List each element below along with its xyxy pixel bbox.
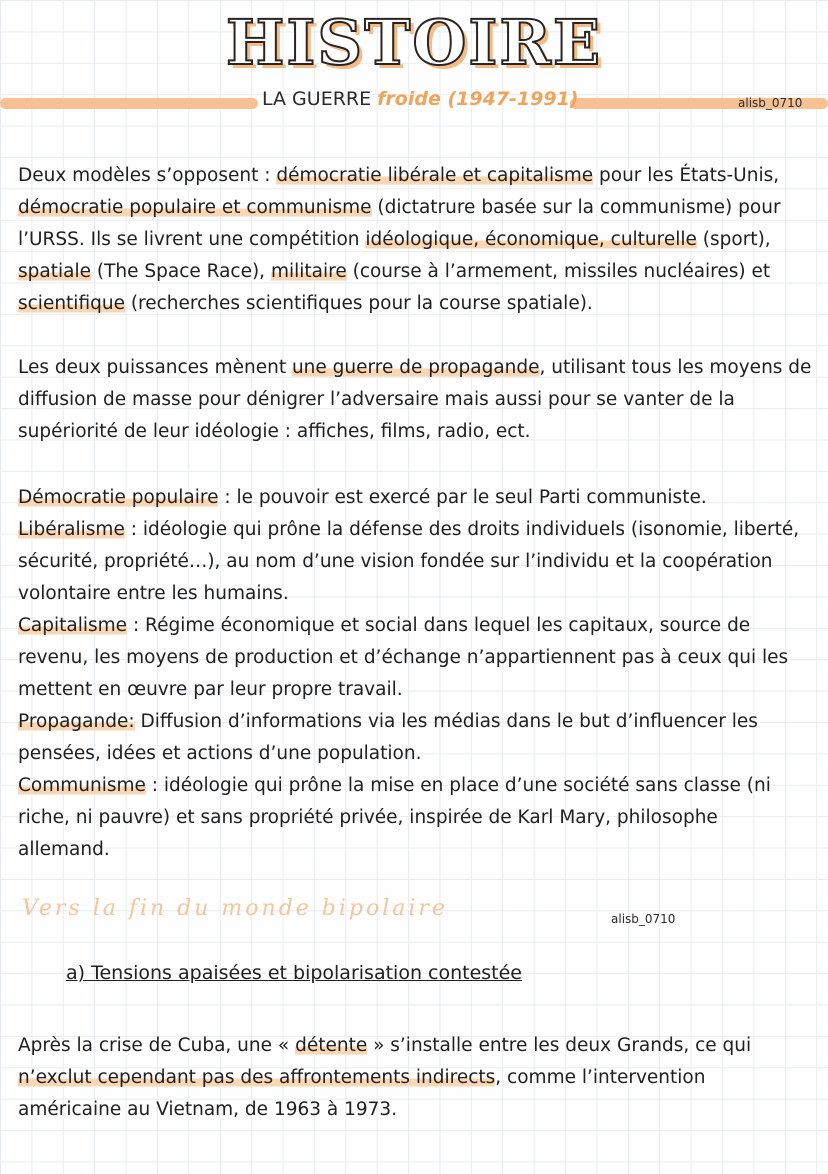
definitions-list <box>18 482 814 866</box>
definition-item <box>18 514 814 610</box>
subtitle-accent: froide <box>377 88 441 110</box>
text-segment: pour les États-Unis, <box>593 165 780 186</box>
subtitle-dates: (1947-1991) <box>440 88 579 110</box>
definition-text: : idéologie qui prône la mise en place d’une société sans classe (ni riche, ni pauvre) et sans propriété privée, inspirée de Karl Mary, philosophe allemand. <box>18 775 771 860</box>
highlight: spatiale <box>18 261 91 282</box>
subtitle <box>262 88 579 110</box>
text-segment: (The Space Race), <box>90 261 271 282</box>
definition-term: Capitalisme <box>18 615 128 636</box>
text-segment: , utilisant tous les moyens de diffusion de masse pour dénigrer l’adversaire mais aussi pour se vanter de la supériorité de leur idéologie : affiches, films, radio, ect. <box>18 357 812 442</box>
subtitle-prefix: LA GUERRE <box>262 88 378 110</box>
section-title: Vers la fin du monde bipolaire <box>22 896 448 921</box>
definition-item <box>18 610 814 706</box>
definition-item <box>18 770 814 866</box>
page-title: HISTOIRE <box>225 6 603 79</box>
highlight: démocratie libérale et capitalisme <box>276 165 594 186</box>
text-segment: (dictatrure basée sur la communisme) pour l’URSS. Ils se livrent une compétition <box>18 197 781 250</box>
definition-term: Communisme <box>18 775 146 796</box>
definition-text: Diffusion d’informations via les médias dans le but d’influencer les pensées, idées et actions d’une population. <box>18 711 758 764</box>
text-segment: Deux modèles s’opposent : <box>18 165 277 186</box>
highlight: scientifique <box>18 293 125 314</box>
highlight: idéologique, économique, culturelle <box>365 229 697 250</box>
highlight: une guerre de propagande <box>291 357 540 378</box>
definition-term: Propagande: <box>18 711 135 732</box>
definition-item <box>18 482 814 514</box>
highlight: détente <box>295 1035 368 1056</box>
definition-item <box>18 706 814 770</box>
paragraph-detente <box>18 1030 814 1126</box>
title-underline-left <box>0 98 258 109</box>
highlight: militaire <box>270 261 347 282</box>
subsection-title: a) Tensions apaisées et bipolarisation contestée <box>66 962 522 984</box>
text-segment: (sport), <box>696 229 771 250</box>
definition-text: : idéologie qui prône la défense des droits individuels (isonomie, liberté, sécurité, propriété…), au nom d’une vision fondée sur l’individu et la coopération volontaire entre les humains. <box>18 519 800 604</box>
definition-term: Démocratie populaire <box>18 487 219 508</box>
text-segment: (course à l’armement, missiles nucléaires) et <box>346 261 771 282</box>
watermark-mid: alisb_0710 <box>611 912 676 926</box>
text-segment: , comme l’intervention américaine au Vietnam, de 1963 à 1973. <box>18 1067 706 1120</box>
definition-text: : le pouvoir est exercé par le seul Parti communiste. <box>218 487 707 508</box>
definition-term: Libéralisme <box>18 519 125 540</box>
text-segment: (recherches scientifiques pour la course spatiale). <box>124 293 593 314</box>
text-segment: » s’installe entre les deux Grands, ce qui <box>367 1035 752 1056</box>
watermark-top: alisb_0710 <box>738 96 803 110</box>
text-segment: Les deux puissances mènent <box>18 357 292 378</box>
highlight: n’exclut cependant pas des affrontements indirects <box>18 1067 496 1088</box>
highlight: démocratie populaire et communisme <box>18 197 372 218</box>
text-segment: Après la crise de Cuba, une « <box>18 1035 296 1056</box>
paragraph-models <box>18 160 814 320</box>
definition-text: : Régime économique et social dans lequel les capitaux, source de revenu, les moyens de production et d’échange n’appartiennent pas à ceux qui les mettent en œuvre par leur propre travail. <box>18 615 789 700</box>
paragraph-propaganda <box>18 352 814 448</box>
